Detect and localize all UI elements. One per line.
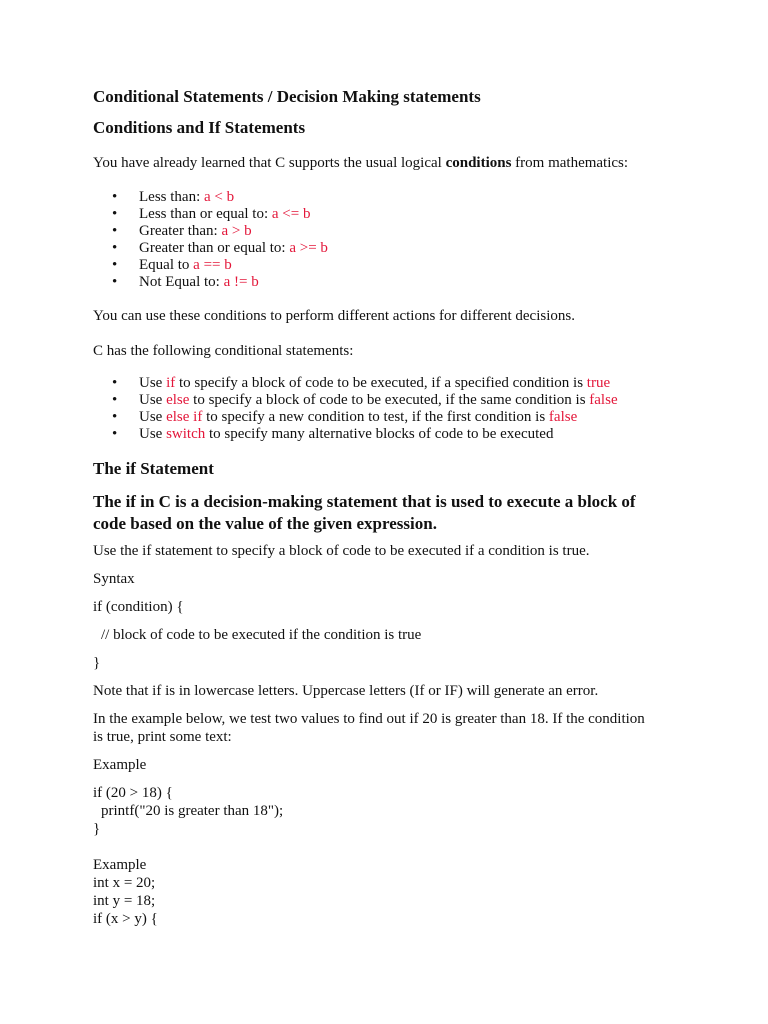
example-label: Example <box>93 757 147 773</box>
intro-paragraph <box>93 154 628 172</box>
paragraph-has-following: C has the following conditional statements: <box>93 343 354 359</box>
list-item: • Greater than: a > b <box>112 223 328 240</box>
list-item: • Use switch to specify many alternative blocks of code to be executed <box>112 426 618 443</box>
code-snippet: a > b <box>221 223 252 239</box>
code-line: if (20 > 18) { <box>93 785 173 801</box>
syntax-line: } <box>93 655 101 671</box>
if-description-line-1: The if in C is a decision-making statement that is used to execute a block of <box>93 492 636 511</box>
if-description-line-2: code based on the value of the given expression. <box>93 514 437 533</box>
example-label: Example <box>93 857 147 873</box>
intro-text-start: You have already learned that C supports the usual logical <box>93 155 446 171</box>
list-item: • Use else if to specify a new condition to test, if the first condition is false <box>112 409 618 426</box>
example-intro-line-2: is true, print some text: <box>93 729 232 745</box>
list-item: • Use if to specify a block of code to be executed, if a specified condition is true <box>112 375 618 392</box>
list-item: • Use else to specify a block of code to be executed, if the same condition is false <box>112 392 618 409</box>
paragraph-use-conditions: You can use these conditions to perform different actions for different decisions. <box>93 308 575 324</box>
code-line: int x = 20; <box>93 875 156 891</box>
code-line: printf("20 is greater than 18"); <box>101 803 284 819</box>
code-line: if (x > y) { <box>93 911 158 927</box>
syntax-line: if (condition) { <box>93 599 184 615</box>
syntax-line: // block of code to be executed if the condition is true <box>101 627 422 643</box>
paragraph-use-if: Use the if statement to specify a block of code to be executed if a condition is true. <box>93 543 590 559</box>
code-snippet: a == b <box>193 257 232 273</box>
section-heading: Conditions and If Statements <box>93 118 306 137</box>
intro-bold-word: conditions <box>445 155 512 171</box>
keyword: false <box>589 392 618 408</box>
code-line: } <box>93 821 101 837</box>
keyword: false <box>548 409 578 425</box>
page-title: Conditional Statements / Decision Making statements <box>93 87 481 106</box>
keyword: else if <box>166 409 203 425</box>
list-item: • Greater than or equal to: a >= b <box>112 240 328 257</box>
list-item: • Equal to a == b <box>112 257 328 274</box>
paragraph-note: Note that if is in lowercase letters. Uppercase letters (If or IF) will generate an error. <box>93 683 599 699</box>
example-intro-line-1: In the example below, we test two values to find out if 20 is greater than 18. If the condition <box>93 711 645 727</box>
code-line: int y = 18; <box>93 893 156 909</box>
statements-list <box>112 375 618 443</box>
list-item: • Less than: a < b <box>112 189 328 206</box>
keyword: if <box>166 375 176 391</box>
keyword: true <box>586 375 611 391</box>
code-snippet: a <= b <box>271 206 311 222</box>
conditions-list <box>112 189 328 291</box>
if-statement-heading: The if Statement <box>93 459 214 478</box>
list-item: • Not Equal to: a != b <box>112 274 328 291</box>
syntax-label: Syntax <box>93 571 135 587</box>
intro-text-end: from mathematics: <box>511 155 629 171</box>
keyword: switch <box>166 426 206 442</box>
keyword: else <box>166 392 190 408</box>
code-snippet: a >= b <box>289 240 328 256</box>
list-item: • Less than or equal to: a <= b <box>112 206 328 223</box>
code-snippet: a != b <box>223 274 259 290</box>
code-snippet: a < b <box>204 189 235 205</box>
